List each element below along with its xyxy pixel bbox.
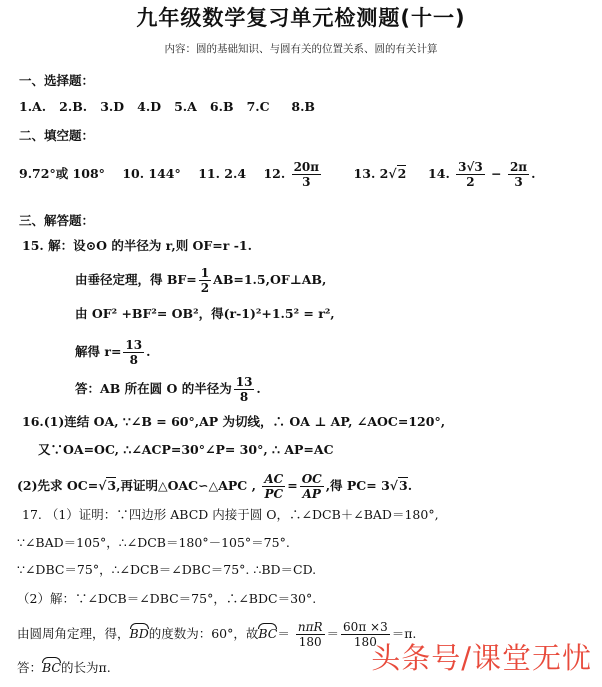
page-title: 九年级数学复习单元检测题(十一) [136, 6, 466, 30]
q15-line1: 15. 解：设⊙O 的半径为 r,则 OF=r -1. [22, 238, 252, 253]
arc-bc: BC [258, 626, 278, 641]
section1-answers [19, 99, 315, 115]
q16-line2: 又∵OA=OC, ∴∠ACP=30°∠P= 30°, ∴ AP=AC [38, 442, 334, 457]
q15-line2: 由垂径定理，得 BF= $\frac{1}{2}$ AB=1.5,OF⊥AB, [75, 266, 327, 295]
fraction: $\frac{2\pi}{3}$ [509, 160, 528, 189]
answer-14: 14. $\frac{3√3}{2}$ − $\frac{2\pi}{3}$ . [428, 160, 536, 189]
fraction: $\frac{\text{nπR}}{180}$ [297, 620, 323, 649]
q17-line5: 由圆周角定理，得，BD的度数为：60°，故BC＝ $\frac{\text{nπR}}{180}$ ＝ $\frac{60\pi \times 3}{180}$ ＝π. [17, 620, 417, 649]
q17-line2: ∵∠BAD＝105°，∴∠DCB＝180°－105°＝75°. [17, 535, 290, 550]
sqrt-sign: √ [389, 478, 398, 493]
sqrt-sign: √ [388, 166, 397, 181]
answer-13: 13. 2√2 [353, 166, 407, 181]
fraction: $\frac{13}{8}$ [125, 338, 143, 367]
fraction: $\frac{13}{8}$ [235, 375, 253, 404]
section1-heading: 一、选择题： [19, 73, 95, 88]
q15-line4: 解得 r= $\frac{13}{8}$ . [75, 338, 151, 367]
section3-heading: 三、解答题： [19, 213, 95, 228]
answer-6: 6.B [209, 99, 234, 114]
fraction: $\frac{20\pi}{3}$ [293, 160, 320, 189]
fraction: $\frac{1}{2}$ [200, 266, 210, 295]
answer-12: 12. $\frac{20\pi}{3}$ [263, 160, 320, 189]
answer-3: 3.D [100, 99, 125, 114]
q17-line3: ∵∠DBC＝75°，∴∠DCB＝∠DBC＝75°. ∴BD＝CD. [17, 562, 317, 577]
fraction: $\frac{3√3}{2}$ [458, 160, 483, 189]
arc-bc: BC [42, 660, 61, 675]
answer-7: 7.C [246, 99, 270, 114]
q17-line1: 17. （1）证明：∵四边形 ABCD 内接于圆 O，∴∠DCB＋∠BAD＝180°, [22, 507, 439, 522]
sqrt-sign: √ [98, 478, 107, 493]
fraction: $\frac{60\pi \times 3}{180}$ [343, 620, 388, 649]
answer-9: 9.72°或 108° [19, 166, 105, 181]
q16-line1: 16.(1)连结 OA, ∵∠B = 60°,AP 为切线，∴ OA ⊥ AP, ∠AOC=120°, [22, 414, 446, 429]
section2-heading: 二、填空题： [19, 128, 95, 143]
fraction: $\frac{AC}{PC}$ [264, 472, 284, 501]
q17-line6: 答：BC的长为π. [17, 660, 111, 675]
q15-line3: 由 OF² +BF²= OB²，得(r-1)²+1.5² = r², [75, 306, 335, 321]
section2-answers [19, 160, 535, 189]
watermark: 头条号/课堂无忧 [371, 641, 592, 675]
answer-4: 4.D [137, 99, 162, 114]
arc-bd: BD [129, 626, 149, 641]
answer-5: 5.A [174, 99, 197, 114]
answer-10: 10. 144° [122, 166, 181, 181]
answer-11: 11. 2.4 [198, 166, 247, 181]
page-subtitle: 内容：圆的基础知识、与圆有关的位置关系、圆的有关计算 [164, 43, 438, 55]
answer-2: 2.B. [59, 99, 88, 114]
q17-line4: （2）解：∵∠DCB＝∠DBC＝75°，∴∠BDC＝30°. [17, 591, 317, 606]
fraction: $\frac{OC}{AP}$ [301, 472, 322, 501]
answer-1: 1.A. [19, 99, 47, 114]
q16-line3: (2)先求 OC=√3,再证明△OAC∽△APC , $\frac{AC}{PC}$ = $\frac{OC}{AP}$ ,得 PC= 3√3. [17, 472, 413, 501]
answer-8: 8.B [291, 99, 315, 114]
q15-line5: 答：AB 所在圆 O 的半径为 $\frac{13}{8}$ . [75, 375, 261, 404]
